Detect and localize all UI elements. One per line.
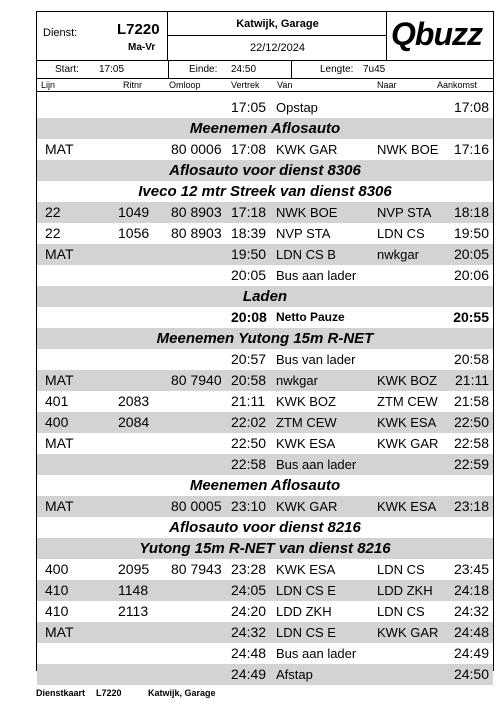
cell-van: LDN CS E <box>276 583 336 598</box>
dienst-days: Ma-Vr <box>128 42 156 53</box>
column-headers <box>37 79 493 92</box>
table-row <box>37 244 493 265</box>
table-row <box>37 202 493 223</box>
cell-vertrek: 17:05 <box>231 99 267 115</box>
einde-value: 24:50 <box>231 64 257 75</box>
duty-times <box>37 61 493 79</box>
cell-aankomst: 20:55 <box>453 309 489 325</box>
table-row <box>37 622 493 643</box>
cell-lijn: 400 <box>45 414 69 430</box>
cell-lijn: MAT <box>45 435 74 451</box>
section-heading <box>37 538 493 559</box>
dienst-label: Dienst: <box>43 27 78 39</box>
section-heading-text: Yutong 15m R-NET van dienst 8216 <box>139 540 391 557</box>
cell-naar: ZTM CEW <box>377 394 438 409</box>
cell-lijn: 410 <box>45 582 69 598</box>
cell-ritnr: 2095 <box>118 561 150 577</box>
footer-code: L7220 <box>96 688 122 698</box>
section-heading-text: Iveco 12 mtr Streek van dienst 8306 <box>138 183 392 200</box>
cell-omloop: 80 0005 <box>171 498 222 514</box>
cell-aankomst: 22:59 <box>453 456 489 472</box>
cell-lijn: 22 <box>45 225 61 241</box>
section-heading <box>37 286 493 307</box>
cell-naar: KWK BOZ <box>377 373 437 388</box>
section-heading-text: Aflosauto voor dienst 8216 <box>169 519 361 536</box>
cell-van: KWK ESA <box>276 562 336 577</box>
cell-aankomst: 23:18 <box>453 498 489 514</box>
date: 22/12/2024 <box>249 42 306 54</box>
table-row <box>37 307 493 328</box>
cell-ritnr: 2113 <box>118 603 149 619</box>
col-vertrek: Vertrek <box>231 80 260 90</box>
cell-naar: LDN CS <box>377 604 425 619</box>
cell-aankomst: 24:32 <box>453 603 489 619</box>
cell-van: LDN CS E <box>276 625 336 640</box>
cell-ritnr: 2084 <box>118 414 150 430</box>
section-heading <box>37 160 493 181</box>
cell-vertrek: 20:57 <box>231 351 267 367</box>
col-naar: Naar <box>377 80 397 90</box>
cell-van: Afstap <box>276 667 313 682</box>
cell-van: nwkgar <box>276 373 318 388</box>
divider <box>168 35 387 36</box>
cell-aankomst: 21:11 <box>455 372 489 388</box>
lengte-label: Lengte: <box>320 64 354 75</box>
table-row <box>37 496 493 517</box>
einde-label: Einde: <box>189 64 218 75</box>
cell-van: Bus aan lader <box>276 646 357 661</box>
cell-naar: LDD ZKH <box>377 583 433 598</box>
cell-vertrek: 24:20 <box>231 603 267 619</box>
col-aankomst: Aankomst <box>437 80 478 90</box>
table-row <box>37 412 493 433</box>
cell-vertrek: 22:50 <box>231 435 267 451</box>
cell-van: Opstap <box>276 100 318 115</box>
cell-lijn: MAT <box>45 498 74 514</box>
cell-aankomst: 17:08 <box>453 99 489 115</box>
cell-van: Bus aan lader <box>276 457 357 472</box>
cell-van: KWK GAR <box>276 142 338 157</box>
table-row <box>37 643 493 664</box>
lengte-value: 7u45 <box>363 64 386 75</box>
cell-omloop: 80 8903 <box>171 225 222 241</box>
cell-lijn: MAT <box>45 246 74 262</box>
duty-card <box>36 11 494 682</box>
table-row <box>37 265 493 286</box>
table-row <box>37 370 493 391</box>
cell-lijn: 400 <box>45 561 69 577</box>
cell-vertrek: 24:32 <box>231 624 267 640</box>
cell-naar: nwkgar <box>377 247 419 262</box>
cell-naar: NWK BOE <box>377 142 439 157</box>
section-heading <box>37 475 493 496</box>
table-row <box>37 580 493 601</box>
cell-aankomst: 17:16 <box>453 141 489 157</box>
col-ritnr: Ritnr <box>123 80 143 90</box>
cell-omloop: 80 7943 <box>171 561 222 577</box>
section-heading-text: Meenemen Aflosauto <box>189 120 341 137</box>
cell-van: LDD ZKH <box>276 604 332 619</box>
cell-aankomst: 20:06 <box>453 267 489 283</box>
footer-location: Katwijk, Garage <box>148 688 216 698</box>
cell-naar: LDN CS <box>377 562 425 577</box>
dienst-code: L7220 <box>117 21 160 38</box>
col-van: Van <box>277 80 293 90</box>
section-heading-text: Aflosauto voor dienst 8306 <box>169 162 361 179</box>
footer-label: Dienstkaart <box>36 688 86 698</box>
col-lijn: Lijn <box>41 80 56 90</box>
cell-vertrek: 23:10 <box>231 498 267 514</box>
cell-van: Bus aan lader <box>276 268 357 283</box>
cell-omloop: 80 7940 <box>171 372 222 388</box>
cell-lijn: 410 <box>45 603 69 619</box>
location-date-cell <box>168 12 387 60</box>
cell-van: KWK ESA <box>276 436 336 451</box>
qbuzz-logo: Qbuzz <box>391 16 482 52</box>
table-row <box>37 223 493 244</box>
cell-ritnr: 1049 <box>118 204 150 220</box>
divider <box>291 61 292 78</box>
cell-vertrek: 22:02 <box>231 414 267 430</box>
table-row <box>37 97 493 118</box>
cell-vertrek: 22:58 <box>231 456 267 472</box>
cell-lijn: MAT <box>45 141 74 157</box>
cell-vertrek: 18:39 <box>231 225 267 241</box>
cell-aankomst: 19:50 <box>453 225 489 241</box>
section-heading <box>37 328 493 349</box>
table-row <box>37 601 493 622</box>
cell-vertrek: 24:49 <box>231 666 267 682</box>
cell-aankomst: 21:58 <box>453 393 489 409</box>
section-heading-text: Meenemen Yutong 15m R-NET <box>156 330 374 347</box>
cell-naar: KWK ESA <box>377 415 437 430</box>
cell-naar: LDN CS <box>377 226 425 241</box>
section-heading-text: Meenemen Aflosauto <box>189 477 341 494</box>
cell-vertrek: 20:58 <box>231 372 267 388</box>
cell-van: ZTM CEW <box>276 415 337 430</box>
cell-ritnr: 2083 <box>118 393 150 409</box>
cell-vertrek: 17:08 <box>231 141 267 157</box>
cell-aankomst: 20:58 <box>453 351 489 367</box>
table-row <box>37 139 493 160</box>
cell-vertrek: 21:11 <box>231 393 265 409</box>
cell-vertrek: 24:48 <box>231 645 267 661</box>
cell-lijn: MAT <box>45 372 74 388</box>
cell-vertrek: 19:50 <box>231 246 267 262</box>
cell-vertrek: 20:08 <box>231 309 267 325</box>
cell-ritnr: 1056 <box>118 225 150 241</box>
cell-vertrek: 24:05 <box>231 582 267 598</box>
cell-vertrek: 17:18 <box>231 204 267 220</box>
location: Katwijk, Garage <box>236 18 319 30</box>
cell-aankomst: 24:49 <box>453 645 489 661</box>
duty-id-cell <box>37 12 168 60</box>
cell-aankomst: 22:58 <box>453 435 489 451</box>
cell-van: KWK GAR <box>276 499 338 514</box>
cell-vertrek: 23:28 <box>231 561 267 577</box>
cell-omloop: 80 0006 <box>171 141 222 157</box>
start-label: Start: <box>55 64 79 75</box>
duty-header <box>37 12 493 61</box>
cell-van: NWK BOE <box>276 205 338 220</box>
cell-van: Bus van lader <box>276 352 356 367</box>
cell-vertrek: 20:05 <box>231 267 267 283</box>
table-row <box>37 559 493 580</box>
start-value: 17:05 <box>99 64 125 75</box>
cell-van: Netto Pauze <box>276 310 345 324</box>
cell-naar: KWK ESA <box>377 499 437 514</box>
cell-aankomst: 24:48 <box>453 624 489 640</box>
table-row <box>37 454 493 475</box>
trip-table <box>37 97 493 685</box>
cell-omloop: 80 8903 <box>171 204 222 220</box>
cell-naar: NVP STA <box>377 205 432 220</box>
cell-ritnr: 1148 <box>118 582 149 598</box>
table-row <box>37 391 493 412</box>
cell-aankomst: 23:45 <box>453 561 489 577</box>
cell-aankomst: 24:50 <box>453 666 489 682</box>
col-omloop: Omloop <box>169 80 201 90</box>
cell-lijn: MAT <box>45 624 74 640</box>
cell-lijn: 22 <box>45 204 61 220</box>
cell-naar: KWK GAR <box>377 625 439 640</box>
table-row <box>37 433 493 454</box>
section-heading <box>37 181 493 202</box>
cell-van: NVP STA <box>276 226 331 241</box>
section-heading-text: Laden <box>242 288 288 305</box>
cell-aankomst: 22:50 <box>453 414 489 430</box>
divider <box>168 61 169 78</box>
table-row <box>37 664 493 685</box>
cell-van: LDN CS B <box>276 247 336 262</box>
section-heading <box>37 118 493 139</box>
cell-van: KWK BOZ <box>276 394 336 409</box>
table-row <box>37 349 493 370</box>
cell-naar: KWK GAR <box>377 436 439 451</box>
cell-aankomst: 24:18 <box>453 582 489 598</box>
section-heading <box>37 517 493 538</box>
cell-aankomst: 20:05 <box>453 246 489 262</box>
cell-lijn: 401 <box>45 393 69 409</box>
cell-aankomst: 18:18 <box>453 204 489 220</box>
